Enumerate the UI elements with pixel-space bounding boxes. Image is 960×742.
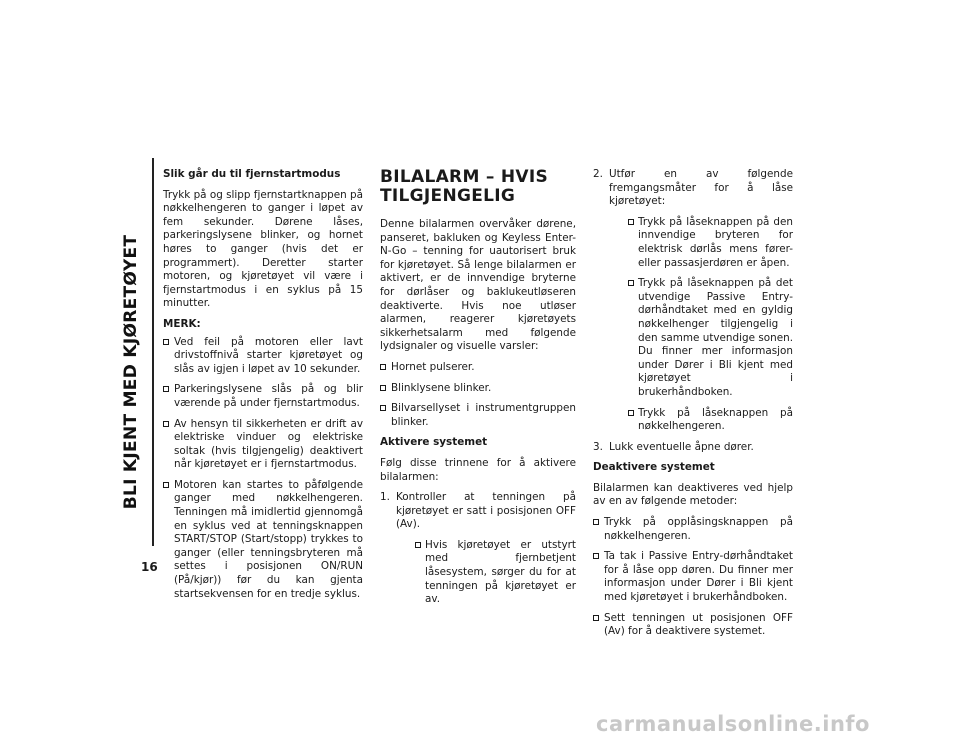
activate-steps: [380, 491, 576, 607]
column-2: [380, 168, 576, 614]
activate-steps-continued: [593, 168, 793, 454]
alarm-section-heading: BILALARM – HVIS TILGJENGELIG: [380, 167, 549, 206]
note-bullet-list: [163, 336, 363, 602]
list-item: Trykk på låseknappen på nøkkelhengeren.: [628, 407, 793, 434]
list-item: Hornet pulserer.: [380, 361, 576, 375]
step-number: 2.: [593, 168, 603, 180]
list-item: Hvis kjøretøyet er utstyrt med fjernbetjent låsesystem, sørger du for at tenningen på kjøretøyet er av.: [415, 539, 576, 607]
watermark-text: carmanualsonline.info: [596, 712, 870, 736]
step-text: Kontroller at tenningen på kjøretøyet er satt i posisjonen OFF (Av).: [396, 491, 576, 531]
list-item: Motoren kan startes to påfølgende ganger med nøkkelhengeren. Tenningen må imidlertid gjennomgå en syklus ved at tenningsknappen START/STOP (Start/stopp) trykkes to ganger (eller tenningsbryteren må settes i posisjonen ON/RUN (På/kjør)) før du kan gjenta startsekvensen for en tredje syklus.: [163, 479, 363, 601]
list-item: Blinklysene blinker.: [380, 382, 576, 396]
step-number: 1.: [380, 491, 390, 504]
step-item: [380, 491, 576, 607]
deactivate-heading: Deaktivere systemet: [593, 461, 715, 474]
column-1: [163, 168, 363, 608]
list-item: Trykk på låseknappen på den innvendige bryteren for elektrisk dørlås mens fører- eller passasjerdøren er åpen.: [628, 216, 793, 270]
alarm-paragraph: Denne bilalarmen overvåker dørene, panseret, bakluken og Keyless Enter-N-Go – tenning for uautorisert bruk for kjøretøyet. Så lenge bilalarmen er aktivert, er de innvendige bryterne for dørlåser og baklukeutløseren deaktiverte. Hvis noe utløser alarmen, reagerer kjøretøyets sikkerhetsalarm med følgende lydsignaler og visuelle varsler:: [380, 218, 576, 353]
list-item: Trykk på opplåsingsknappen på nøkkelhengeren.: [593, 516, 793, 543]
activate-heading: Aktivere systemet: [380, 436, 488, 449]
column-3: [593, 168, 793, 646]
activate-intro: Følg disse trinnene for å aktivere bilalarmen:: [380, 456, 576, 483]
step-sub-list: [628, 216, 793, 434]
list-item: Trykk på låseknappen på det utvendige Passive Entry-dørhåndtaket med en gyldig nøkkelhenger tilgjengelig i den samme utvendige sonen. Du finner mer informasjon under Dører i Bli kjent med kjøretøyet i brukerhåndboken.: [628, 277, 793, 399]
remote-start-heading: Slik går du til fjernstartmodus: [163, 168, 341, 180]
list-item: Ta tak i Passive Entry-dørhåndtaket for å låse opp døren. Du finner mer informasjon under Dører i Bli kjent med kjøretøyet i brukerhåndboken.: [593, 550, 793, 604]
list-item: Sett tenningen ut posisjonen OFF (Av) for å deaktivere systemet.: [593, 612, 793, 639]
list-item: Av hensyn til sikkerheten er drift av elektriske vinduer og elektriske soltak (hvis tilgjengelig) deaktivert når kjøretøyet er i fjernstartmodus.: [163, 418, 363, 472]
page-number: 16: [141, 560, 158, 574]
step-sub-list: [415, 539, 576, 607]
side-divider: [152, 158, 154, 546]
step-text: Utfør en av følgende fremgangsmåter for å låse kjøretøyet:: [609, 168, 793, 208]
step-text: Lukk eventuelle åpne dører.: [609, 440, 754, 453]
section-side-title: BLI KJENT MED KJØRETØYET: [121, 234, 141, 510]
alarm-signal-list: [380, 361, 576, 429]
step-item: [593, 168, 793, 434]
remote-start-paragraph: Trykk på og slipp fjernstartknappen på nøkkelhengeren to ganger i løpet av fem sekunder. Dørene låses, parkeringslysene blinker, og hornet høres to ganger (hvis det er programmert). Deretter starter motoren, og kjøretøyet vil være i fjernstartmodus i en syklus på 15 minutter.: [163, 188, 363, 310]
list-item: Parkeringslysene slås på og blir værende på under fjernstartmodus.: [163, 383, 363, 410]
list-item: Ved feil på motoren eller lavt drivstoffnivå starter kjøretøyet og slås av igjen i løpet av 10 sekunder.: [163, 336, 363, 377]
step-number: 3.: [593, 440, 603, 453]
note-label: MERK:: [163, 317, 201, 330]
deactivate-list: [593, 516, 793, 639]
deactivate-paragraph: Bilalarmen kan deaktiveres ved hjelp av en av følgende metoder:: [593, 481, 793, 508]
step-item: [593, 441, 793, 455]
list-item: Bilvarsellyset i instrumentgruppen blinker.: [380, 402, 576, 429]
